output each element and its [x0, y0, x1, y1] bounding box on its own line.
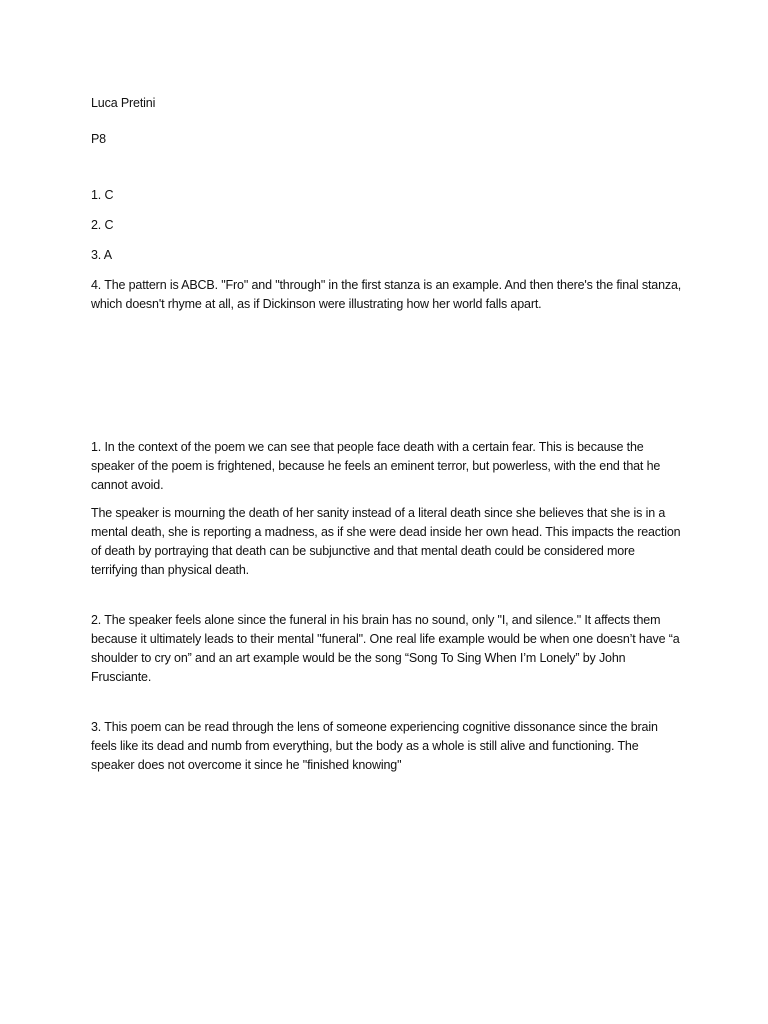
spacer — [91, 235, 683, 246]
spacer — [91, 687, 683, 718]
response-3: 3. This poem can be read through the lens of someone experiencing cognitive dissonance since the brain feels like its dead and numb from everything, but the body as a whole is still alive and functioning. The speaker does not overcome it since he "finished knowing" — [91, 720, 658, 772]
class-period: P8 — [91, 132, 106, 146]
spacer — [91, 205, 683, 216]
spacer — [91, 113, 683, 130]
response-1-paragraph-2: The speaker is mourning the death of her sanity instead of a literal death since she believes that she is in a mental death, she is reporting a madness, as if she were dead inside her own head. This impacts the reaction of death by portraying that death can be subjunctive and that mental death could be considered more terrifying than physical death. — [91, 506, 681, 577]
response-1-paragraph-1: 1. In the context of the poem we can see that people face death with a certain fear. This is because the speaker of the poem is frightened, because he feels an eminent terror, but powerless, with the end that he cannot avoid. — [91, 440, 661, 492]
spacer — [91, 314, 683, 438]
spacer — [91, 495, 683, 504]
answer-4: 4. The pattern is ABCB. "Fro" and "through" in the first stanza is an example. And then there's the final stanza, which doesn't rhyme at all, as if Dickinson were illustrating how her world falls apart. — [91, 278, 682, 311]
document-body — [91, 94, 683, 775]
spacer — [91, 265, 683, 276]
answer-3: 3. A — [91, 248, 112, 262]
response-2: 2. The speaker feels alone since the funeral in his brain has no sound, only "I, and silence." It affects them because it ultimately leads to their mental "funeral". One real life example would be when one doesn’t have “a shoulder to cry on” and an art example would be the song “Song To Sing When I’m Lonely” by John Frusciante. — [91, 613, 680, 684]
answer-1: 1. C — [91, 188, 114, 202]
spacer — [91, 149, 683, 186]
student-name: Luca Pretini — [91, 96, 156, 110]
spacer — [91, 580, 683, 611]
answer-2: 2. C — [91, 218, 114, 232]
